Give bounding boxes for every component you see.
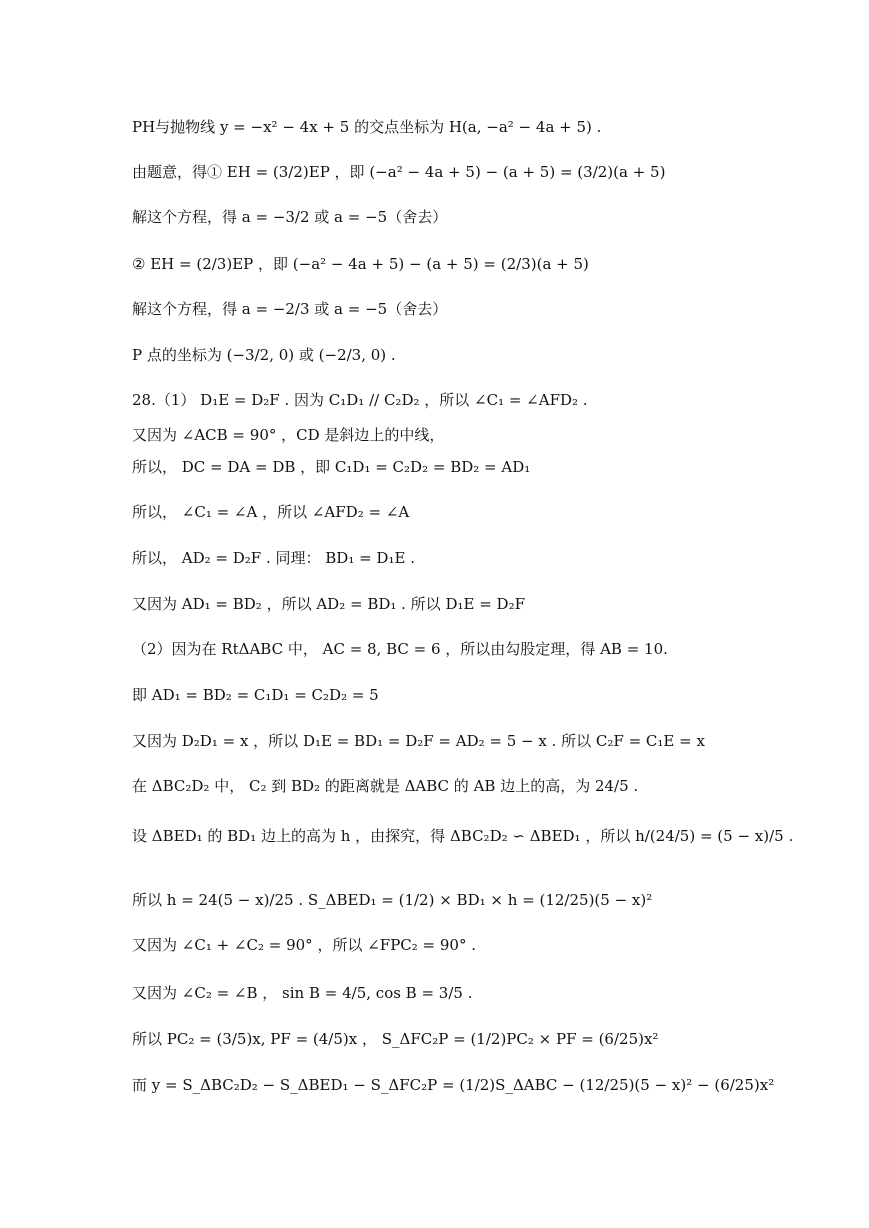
text-line: 又因为 ∠C₂ = ∠B ， sin B = 4/5, cos B = 3/5 .: [132, 984, 473, 1002]
text-line: PH与抛物线 y = −x² − 4x + 5 的交点坐标为 H(a, −a² − 4a + 5) .: [132, 118, 602, 136]
text-line: 所以 PC₂ = (3/5)x, PF = (4/5)x ， S_ΔFC₂P = (1/2)PC₂ × PF = (6/25)x²: [132, 1030, 659, 1048]
text-line: 即 AD₁ = BD₂ = C₁D₁ = C₂D₂ = 5: [132, 686, 379, 704]
text-line: 在 ΔBC₂D₂ 中， C₂ 到 BD₂ 的距离就是 ΔABC 的 AB 边上的高，为 24/5 .: [132, 777, 639, 795]
text-line: 又因为 D₂D₁ = x ，所以 D₁E = BD₁ = D₂F = AD₂ = 5 − x . 所以 C₂F = C₁E = x: [132, 732, 705, 750]
text-line: 又因为 AD₁ = BD₂ ，所以 AD₂ = BD₁ . 所以 D₁E = D₂F: [132, 595, 525, 613]
text-line: ② EH = (2/3)EP ，即 (−a² − 4a + 5) − (a + 5) = (2/3)(a + 5): [132, 255, 589, 273]
text-line: 所以， DC = DA = DB ，即 C₁D₁ = C₂D₂ = BD₂ = AD₁: [132, 458, 531, 476]
text-line: 所以 h = 24(5 − x)/25 . S_ΔBED₁ = (1/2) × BD₁ × h = (12/25)(5 − x)²: [132, 891, 653, 909]
text-line: 28.（1） D₁E = D₂F . 因为 C₁D₁ // C₂D₂ ，所以 ∠C₁ = ∠AFD₂ .: [132, 391, 588, 409]
text-line: 而 y = S_ΔBC₂D₂ − S_ΔBED₁ − S_ΔFC₂P = (1/2)S_ΔABC − (12/25)(5 − x)² − (6/25)x²: [132, 1076, 775, 1094]
text-line: 设 ΔBED₁ 的 BD₁ 边上的高为 h ，由探究，得 ΔBC₂D₂ ∽ ΔBED₁ ，所以 h/(24/5) = (5 − x)/5 .: [132, 827, 794, 845]
text-line: 解这个方程，得 a = −3/2 或 a = −5（舍去）: [132, 208, 448, 226]
text-line: 由题意，得① EH = (3/2)EP ，即 (−a² − 4a + 5) − (a + 5) = (3/2)(a + 5): [132, 163, 666, 181]
text-line: 又因为 ∠ACB = 90° ，CD 是斜边上的中线，: [132, 426, 445, 444]
text-line: 又因为 ∠C₁ + ∠C₂ = 90° ，所以 ∠FPC₂ = 90° .: [132, 936, 477, 954]
text-line: 所以， AD₂ = D₂F . 同理： BD₁ = D₁E .: [132, 549, 415, 567]
text-line: 所以， ∠C₁ = ∠A ，所以 ∠AFD₂ = ∠A: [132, 503, 410, 521]
text-line: （2）因为在 RtΔABC 中， AC = 8, BC = 6 ，所以由勾股定理，得 AB = 10.: [132, 640, 668, 658]
text-line: P 点的坐标为 (−3/2, 0) 或 (−2/3, 0) .: [132, 346, 396, 364]
text-line: 解这个方程，得 a = −2/3 或 a = −5（舍去）: [132, 300, 448, 318]
